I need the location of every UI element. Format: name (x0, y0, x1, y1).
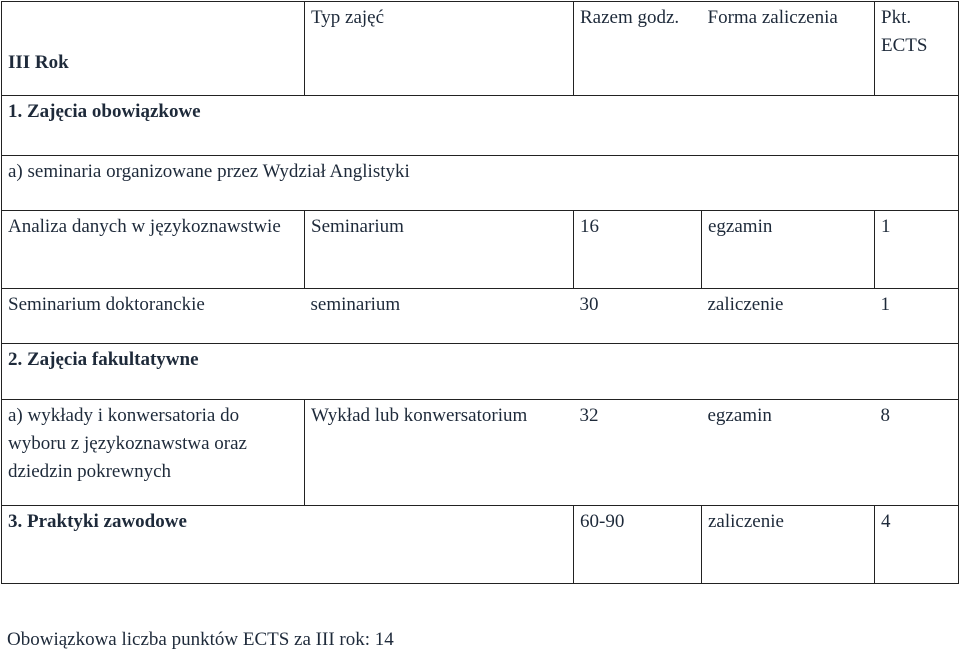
year-heading: III Rok (2, 2, 305, 96)
course-ects: 8 (875, 400, 959, 506)
section3-hours: 60-90 (574, 506, 702, 584)
course-hours: 30 (574, 289, 702, 344)
col-header-hours: Razem godz. (574, 2, 702, 96)
course-hours: 32 (574, 400, 702, 506)
section1-title: 1. Zajęcia obowiązkowe (2, 96, 959, 156)
course-name: Seminarium doktoranckie (2, 289, 305, 344)
curriculum-table (1, 1, 959, 584)
table-row (2, 400, 959, 506)
course-type: seminarium (305, 289, 574, 344)
table-row (2, 289, 959, 344)
section-subtitle-row (2, 156, 959, 211)
section-title-row (2, 96, 959, 156)
course-form: egzamin (702, 400, 875, 506)
section3-form: zaliczenie (702, 506, 875, 584)
section-title-row (2, 344, 959, 400)
course-name: a) wykłady i konwersatoria do wyboru z językoznawstwa oraz dziedzin pokrewnych (2, 400, 305, 506)
col-header-type: Typ zajęć (305, 2, 574, 96)
col-header-ects: Pkt. ECTS (875, 2, 959, 96)
table-header-row (2, 2, 959, 96)
course-type: Seminarium (305, 211, 574, 289)
ects-total-note: Obowiązkowa liczba punktów ECTS za III rok: 14 (7, 629, 394, 650)
table-row (2, 506, 959, 584)
course-form: zaliczenie (702, 289, 875, 344)
course-type: Wykład lub konwersatorium (305, 400, 574, 506)
section3-ects: 4 (875, 506, 959, 584)
section2-title: 2. Zajęcia fakultatywne (2, 344, 959, 400)
course-form: egzamin (702, 211, 875, 289)
course-name: Analiza danych w językoznawstwie (2, 211, 305, 289)
col-header-form: Forma zaliczenia (702, 2, 875, 96)
course-hours: 16 (574, 211, 702, 289)
table-row (2, 211, 959, 289)
section3-title: 3. Praktyki zawodowe (2, 506, 574, 584)
section1-subtitle: a) seminaria organizowane przez Wydział Anglistyki (2, 156, 959, 211)
course-ects: 1 (875, 211, 959, 289)
course-ects: 1 (875, 289, 959, 344)
